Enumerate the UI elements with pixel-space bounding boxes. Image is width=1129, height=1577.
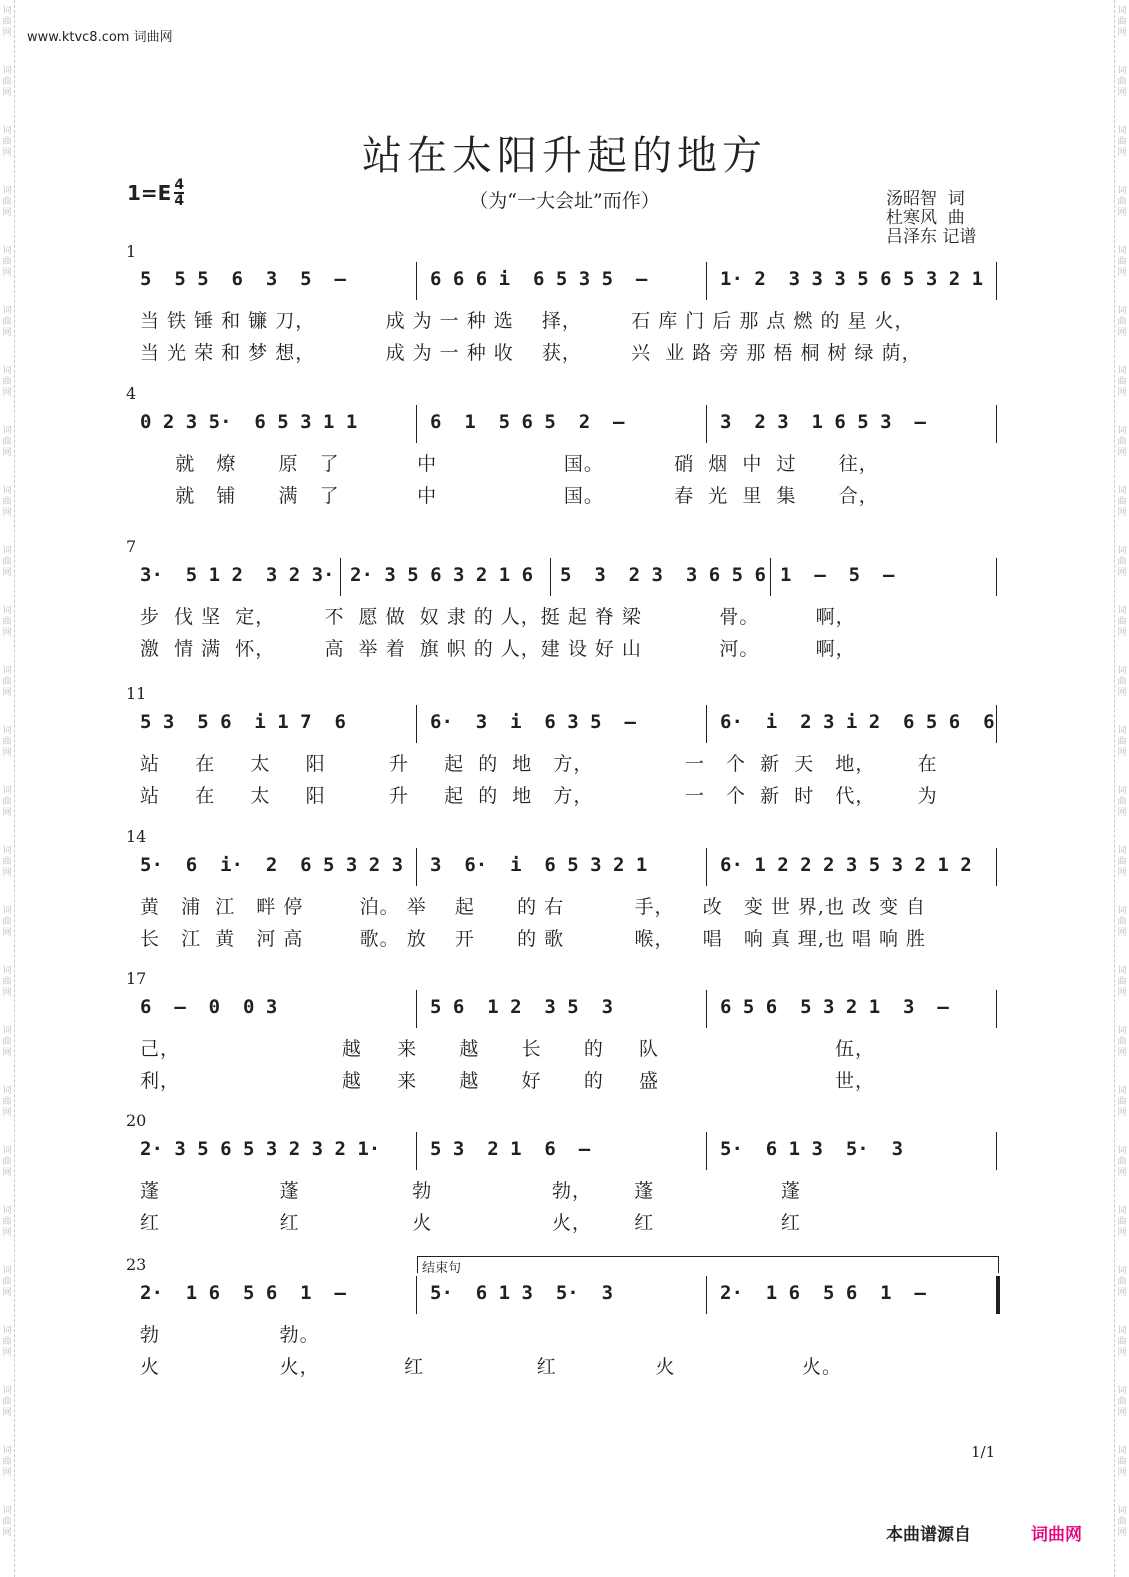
measure-notes: 5· 6 i· 2 6 5 3 2 3 [140,854,404,876]
song-title: 站在太阳升起的地方 [362,133,767,179]
measure-notes: 5 3 5 6 i 1 7 6 [140,711,346,733]
watermark-text [1,906,13,939]
watermark-text [1,1206,13,1239]
watermark-text [1,1086,13,1119]
watermark-glyph: 词 [1117,186,1127,196]
barline [416,405,417,443]
watermark-glyph: 曲 [2,317,12,327]
watermark-glyph: 网 [1117,928,1127,938]
watermark-glyph: 网 [1117,748,1127,758]
watermark-glyph: 网 [2,1228,12,1238]
measure-number: 7 [126,537,137,556]
watermark-glyph: 词 [2,1386,12,1396]
watermark-glyph: 网 [2,988,12,998]
watermark-text [1,606,13,639]
watermark-glyph: 曲 [2,497,12,507]
watermark-glyph: 词 [2,246,12,256]
watermark-glyph: 曲 [1117,377,1127,387]
watermark-glyph: 网 [2,688,12,698]
watermark-glyph: 词 [1117,1206,1127,1216]
measure-notes: 3· 5 1 2 3 2 3· [140,564,335,586]
watermark-glyph: 曲 [1117,1217,1127,1227]
watermark-glyph: 曲 [1117,497,1127,507]
measure-number: 4 [126,384,137,403]
watermark-text [1,1326,13,1359]
barline [996,848,997,886]
ending-label: 结束句 [422,1261,462,1276]
credit-lyricist: 汤昭智 词 [886,189,965,209]
watermark-text [1,126,13,159]
watermark-glyph: 网 [1117,268,1127,278]
watermark-glyph: 网 [2,1348,12,1358]
barline [996,990,997,1028]
watermark-glyph: 网 [1117,508,1127,518]
measure-notes: 6· i 2 3 i 2 6 5 6 6 [720,711,995,733]
watermark-text [1116,666,1128,699]
footer-source: 本曲谱源自 [886,1525,971,1545]
watermark-text [1,486,13,519]
watermark-glyph: 网 [1117,88,1127,98]
lyrics-verse-1: 勃 勃。 [140,1324,320,1346]
watermark-glyph: 网 [2,508,12,518]
barline [340,558,341,596]
measure-notes: 0 2 3 5· 6 5 3 1 1 [140,411,358,433]
watermark-glyph: 词 [1117,666,1127,676]
barline [416,848,417,886]
watermark-glyph: 曲 [2,857,12,867]
watermark-glyph: 曲 [2,917,12,927]
watermark-glyph: 曲 [2,137,12,147]
barline [996,705,997,743]
watermark-glyph: 曲 [2,1517,12,1527]
measure-notes: 2· 3 5 6 5 3 2 3 2 1· [140,1138,381,1160]
barline [706,262,707,300]
watermark-glyph: 词 [1117,1266,1127,1276]
watermark-glyph: 网 [2,1108,12,1118]
watermark-text [1,1026,13,1059]
measure-number: 11 [126,684,147,703]
watermark-glyph: 网 [1117,208,1127,218]
measure-notes: 2· 1 6 5 6 1 – [720,1282,926,1304]
watermark-glyph: 曲 [1117,257,1127,267]
barline [416,990,417,1028]
watermark-glyph: 网 [1117,388,1127,398]
measure-notes: 5· 6 1 3 5· 3 [430,1282,614,1304]
barline [770,558,771,596]
barline [706,405,707,443]
barline [416,1276,417,1314]
watermark-glyph: 网 [1117,1468,1127,1478]
measure-notes: 6 – 0 0 3 [140,996,278,1018]
lyrics-verse-2: 当 光 荣 和 梦 想， 成 为 一 种 收 获， 兴 业 路 旁 那 梧 桐 树 绿 荫， [140,342,922,364]
site-url[interactable]: www.ktvc8.com 词曲网 [27,30,173,45]
watermark-glyph: 词 [1117,546,1127,556]
watermark-glyph: 词 [2,366,12,376]
song-subtitle: （为“一大会址”而作） [469,190,660,212]
watermark-glyph: 网 [1117,988,1127,998]
watermark-text [1116,1506,1128,1539]
watermark-glyph: 曲 [2,1457,12,1467]
watermark-glyph: 曲 [1117,77,1127,87]
barline [996,1132,997,1170]
watermark-glyph: 网 [1117,1288,1127,1298]
watermark-glyph: 词 [2,186,12,196]
watermark-glyph: 曲 [1117,1277,1127,1287]
watermark-glyph: 曲 [1117,197,1127,207]
time-signature [174,178,184,208]
measure-notes: 6· 3 i 6 3 5 – [430,711,636,733]
watermark-glyph: 曲 [2,977,12,987]
watermark-glyph: 曲 [2,797,12,807]
watermark-glyph: 网 [1117,1528,1127,1538]
barline [416,1132,417,1170]
lyrics-verse-2: 激 情 满 怀， 高 举 着 旗 帜 的 人，建 设 好 山 河。 啊， [140,638,856,660]
watermark-glyph: 词 [2,1266,12,1276]
barline [996,1276,1000,1314]
watermark-glyph: 网 [2,1168,12,1178]
watermark-glyph: 网 [2,628,12,638]
watermark-text [1,786,13,819]
lyrics-verse-1: 步 伐 坚 定， 不 愿 做 奴 隶 的 人，挺 起 脊 梁 骨。 啊， [140,606,856,628]
watermark-glyph: 词 [2,846,12,856]
watermark-glyph: 曲 [2,1397,12,1407]
watermark-glyph: 曲 [1117,737,1127,747]
watermark-glyph: 词 [1117,1386,1127,1396]
measure-notes: 1· 2 3 3 3 5 6 5 3 2 1 [720,268,984,290]
watermark-text [1,1146,13,1179]
barline [706,990,707,1028]
barline [996,558,997,596]
measure-notes: 5 3 2 3 3 6 5 6 [560,564,766,586]
watermark-glyph: 曲 [2,17,12,27]
watermark-glyph: 词 [1117,726,1127,736]
measure-number: 23 [126,1255,147,1274]
watermark-glyph: 词 [2,6,12,16]
watermark-glyph: 曲 [2,437,12,447]
watermark-text [1116,906,1128,939]
measure-number: 17 [126,969,147,988]
watermark-glyph: 网 [2,448,12,458]
watermark-text [1116,1146,1128,1179]
watermark-glyph: 词 [2,1146,12,1156]
watermark-glyph: 曲 [2,557,12,567]
watermark-glyph: 词 [1117,126,1127,136]
watermark-text [1116,1266,1128,1299]
watermark-glyph: 曲 [1117,977,1127,987]
ending-bracket [417,1256,999,1276]
watermark-text [1116,1206,1128,1239]
watermark-glyph: 曲 [2,617,12,627]
watermark-glyph: 词 [2,1026,12,1036]
measure-number: 1 [126,242,137,261]
watermark-glyph: 曲 [2,257,12,267]
watermark-glyph: 词 [1117,1026,1127,1036]
watermark-glyph: 网 [1117,1408,1127,1418]
watermark-text [1116,546,1128,579]
watermark-glyph: 曲 [1117,617,1127,627]
watermark-glyph: 词 [1117,426,1127,436]
barline [416,705,417,743]
watermark-glyph: 词 [1117,1506,1127,1516]
key-label: 1=E [127,181,172,205]
watermark-glyph: 词 [1117,1086,1127,1096]
watermark-glyph: 曲 [1117,917,1127,927]
watermark-glyph: 曲 [2,1337,12,1347]
credits [886,190,976,247]
measure-notes: 2· 1 6 5 6 1 – [140,1282,346,1304]
measure-notes: 3 2 3 1 6 5 3 – [720,411,926,433]
watermark-glyph: 网 [2,1288,12,1298]
lyrics-verse-2: 站 在 太 阳 升 起 的 地 方， 一 个 新 时 代， 为 [140,785,938,807]
footer-brand-link[interactable]: 词曲网 [1031,1525,1082,1545]
lyrics-verse-1: 黄 浦 江 畔 停 泊。 举 起 的 右 手， 改 变 世 界,也 改 变 自 [140,896,927,918]
watermark-glyph: 网 [1117,448,1127,458]
watermark-text [1116,606,1128,639]
watermark-glyph: 网 [1117,1348,1127,1358]
watermark-glyph: 词 [1117,486,1127,496]
lyrics-verse-1: 己， 越 来 越 长 的 队 伍， [140,1038,876,1060]
watermark-glyph: 词 [2,1446,12,1456]
watermark-text [1116,306,1128,339]
watermark-glyph: 网 [1117,568,1127,578]
watermark-glyph: 网 [1117,28,1127,38]
watermark-glyph: 曲 [2,1037,12,1047]
watermark-glyph: 网 [2,568,12,578]
watermark-glyph: 网 [2,208,12,218]
lyrics-verse-2: 长 江 黄 河 高 歌。 放 开 的 歌 喉， 唱 响 真 理,也 唱 响 胜 [140,928,927,950]
watermark-glyph: 曲 [2,1097,12,1107]
watermark-text [1,6,13,39]
lyrics-verse-2: 火 火， 红 红 火 火。 [140,1356,843,1378]
lyrics-verse-2: 就 铺 满 了 中 国。 春 光 里 集 合， [140,485,879,507]
watermark-glyph: 词 [2,546,12,556]
watermark-text [1,246,13,279]
lyrics-verse-1: 就 燎 原 了 中 国。 硝 烟 中 过 往， [140,453,879,475]
barline [706,1276,707,1314]
watermark-glyph: 曲 [2,197,12,207]
watermark-glyph: 词 [1117,1446,1127,1456]
lyrics-verse-2: 利， 越 来 越 好 的 盛 世， [140,1070,876,1092]
watermark-glyph: 网 [1117,868,1127,878]
watermark-glyph: 网 [1117,1108,1127,1118]
watermark-text [1116,186,1128,219]
measure-notes: 5 3 2 1 6 – [430,1138,591,1160]
watermark-glyph: 曲 [1117,1337,1127,1347]
watermark-glyph: 曲 [1117,1397,1127,1407]
watermark-glyph: 词 [1117,846,1127,856]
lyrics-verse-2: 红 红 火 火， 红 红 [140,1212,801,1234]
watermark-glyph: 网 [1117,148,1127,158]
watermark-glyph: 曲 [1117,857,1127,867]
watermark-glyph: 网 [1117,1228,1127,1238]
watermark-text [1116,1086,1128,1119]
watermark-glyph: 曲 [1117,317,1127,327]
watermark-glyph: 曲 [1117,17,1127,27]
watermark-glyph: 词 [1117,606,1127,616]
watermark-glyph: 网 [1117,1048,1127,1058]
watermark-text [1116,6,1128,39]
watermark-glyph: 网 [2,1048,12,1058]
watermark-glyph: 网 [2,1408,12,1418]
watermark-glyph: 网 [1117,1168,1127,1178]
barline [706,1132,707,1170]
watermark-glyph: 网 [2,388,12,398]
watermark-glyph: 网 [2,1468,12,1478]
measure-notes: 6· 1 2 2 2 3 5 3 2 1 2 [720,854,972,876]
measure-number: 20 [126,1111,147,1130]
watermark-text [1,846,13,879]
barline [550,558,551,596]
watermark-text [1,1266,13,1299]
watermark-glyph: 网 [2,88,12,98]
watermark-glyph: 词 [2,1206,12,1216]
watermark-text [1116,366,1128,399]
measure-notes: 6 5 6 5 3 2 1 3 – [720,996,949,1018]
watermark-glyph: 词 [2,606,12,616]
watermark-glyph: 网 [2,328,12,338]
watermark-text [1,366,13,399]
watermark-glyph: 曲 [1117,677,1127,687]
lyrics-verse-1: 当 铁 锤 和 镰 刀， 成 为 一 种 选 择， 石 库 门 后 那 点 燃 的 星 火， [140,310,915,332]
watermark-text [1,546,13,579]
watermark-glyph: 网 [2,28,12,38]
barline [706,848,707,886]
watermark-glyph: 网 [1117,328,1127,338]
watermark-glyph: 词 [1117,1146,1127,1156]
watermark-text [1,1386,13,1419]
watermark-glyph: 网 [2,808,12,818]
watermark-glyph: 曲 [2,677,12,687]
watermark-glyph: 词 [2,666,12,676]
watermark-glyph: 曲 [1117,1517,1127,1527]
watermark-text [1116,486,1128,519]
measure-notes: 6 6 6 i 6 5 3 5 – [430,268,648,290]
watermark-glyph: 词 [2,126,12,136]
watermark-glyph: 曲 [1117,797,1127,807]
watermark-glyph: 词 [2,1086,12,1096]
watermark-glyph: 曲 [1117,557,1127,567]
watermark-glyph: 曲 [2,377,12,387]
watermark-text [1,666,13,699]
watermark-glyph: 词 [2,1506,12,1516]
lyrics-verse-1: 蓬 蓬 勃 勃， 蓬 蓬 [140,1180,801,1202]
watermark-text [1116,426,1128,459]
watermark-glyph: 网 [2,868,12,878]
measure-notes: 5 6 1 2 3 5 3 [430,996,614,1018]
measure-notes: 6 1 5 6 5 2 – [430,411,625,433]
watermark-text [1116,846,1128,879]
watermark-glyph: 词 [1117,1326,1127,1336]
watermark-text [1,426,13,459]
watermark-glyph: 曲 [1117,1037,1127,1047]
watermark-glyph: 网 [2,148,12,158]
watermark-text [1116,966,1128,999]
barline [706,705,707,743]
watermark-glyph: 网 [2,748,12,758]
measure-notes: 2· 3 5 6 3 2 1 6 [350,564,534,586]
watermark-glyph: 词 [2,66,12,76]
watermark-glyph: 曲 [2,1157,12,1167]
watermark-text [1116,66,1128,99]
watermark-glyph: 曲 [1117,1157,1127,1167]
measure-notes: 5 5 5 6 3 5 – [140,268,346,290]
watermark-glyph: 词 [2,486,12,496]
watermark-glyph: 网 [1117,688,1127,698]
watermark-glyph: 词 [1117,786,1127,796]
watermark-glyph: 词 [2,906,12,916]
watermark-glyph: 词 [1117,966,1127,976]
watermark-glyph: 曲 [2,77,12,87]
measure-notes: 5· 6 1 3 5· 3 [720,1138,904,1160]
watermark-text [1,66,13,99]
watermark-text [1116,1026,1128,1059]
watermark-glyph: 曲 [1117,1457,1127,1467]
key-signature [127,178,184,208]
time-signature-bottom: 4 [174,193,185,209]
page-number: 1/1 [971,1443,996,1461]
watermark-glyph: 词 [1117,906,1127,916]
watermark-glyph: 词 [1117,246,1127,256]
watermark-glyph: 网 [2,928,12,938]
watermark-text [1116,786,1128,819]
watermark-glyph: 词 [1117,6,1127,16]
watermark-text [1116,726,1128,759]
watermark-text [1,1446,13,1479]
watermark-glyph: 曲 [1117,137,1127,147]
watermark-text [1,1506,13,1539]
watermark-text [1116,1386,1128,1419]
watermark-glyph: 词 [1117,306,1127,316]
watermark-glyph: 曲 [2,1217,12,1227]
watermark-glyph: 曲 [2,737,12,747]
watermark-glyph: 网 [2,1528,12,1538]
watermark-glyph: 词 [1117,66,1127,76]
watermark-text [1116,246,1128,279]
watermark-glyph: 词 [2,966,12,976]
measure-number: 14 [126,827,147,846]
watermark-text [1,186,13,219]
watermark-glyph: 词 [2,306,12,316]
watermark-text [1,966,13,999]
watermark-glyph: 曲 [1117,437,1127,447]
lyrics-verse-1: 站 在 太 阳 升 起 的 地 方， 一 个 新 天 地， 在 [140,753,938,775]
barline [416,262,417,300]
barline [996,262,997,300]
watermark-text [1116,126,1128,159]
watermark-glyph: 词 [2,786,12,796]
time-signature-top: 4 [174,177,185,193]
barline [996,405,997,443]
watermark-glyph: 词 [2,426,12,436]
watermark-glyph: 词 [2,1326,12,1336]
credit-transcriber: 吕泽东 记谱 [886,227,977,247]
watermark-glyph: 网 [1117,808,1127,818]
watermark-glyph: 网 [1117,628,1127,638]
watermark-text [1,726,13,759]
watermark-glyph: 网 [2,268,12,278]
watermark-glyph: 曲 [2,1277,12,1287]
watermark-glyph: 词 [1117,366,1127,376]
watermark-text [1116,1326,1128,1359]
measure-notes: 3 6· i 6 5 3 2 1 [430,854,648,876]
watermark-glyph: 词 [2,726,12,736]
watermark-text [1,306,13,339]
measure-notes: 1 – 5 – [780,564,895,586]
credit-composer: 杜寒风 曲 [886,208,965,228]
watermark-text [1116,1446,1128,1479]
watermark-glyph: 曲 [1117,1097,1127,1107]
